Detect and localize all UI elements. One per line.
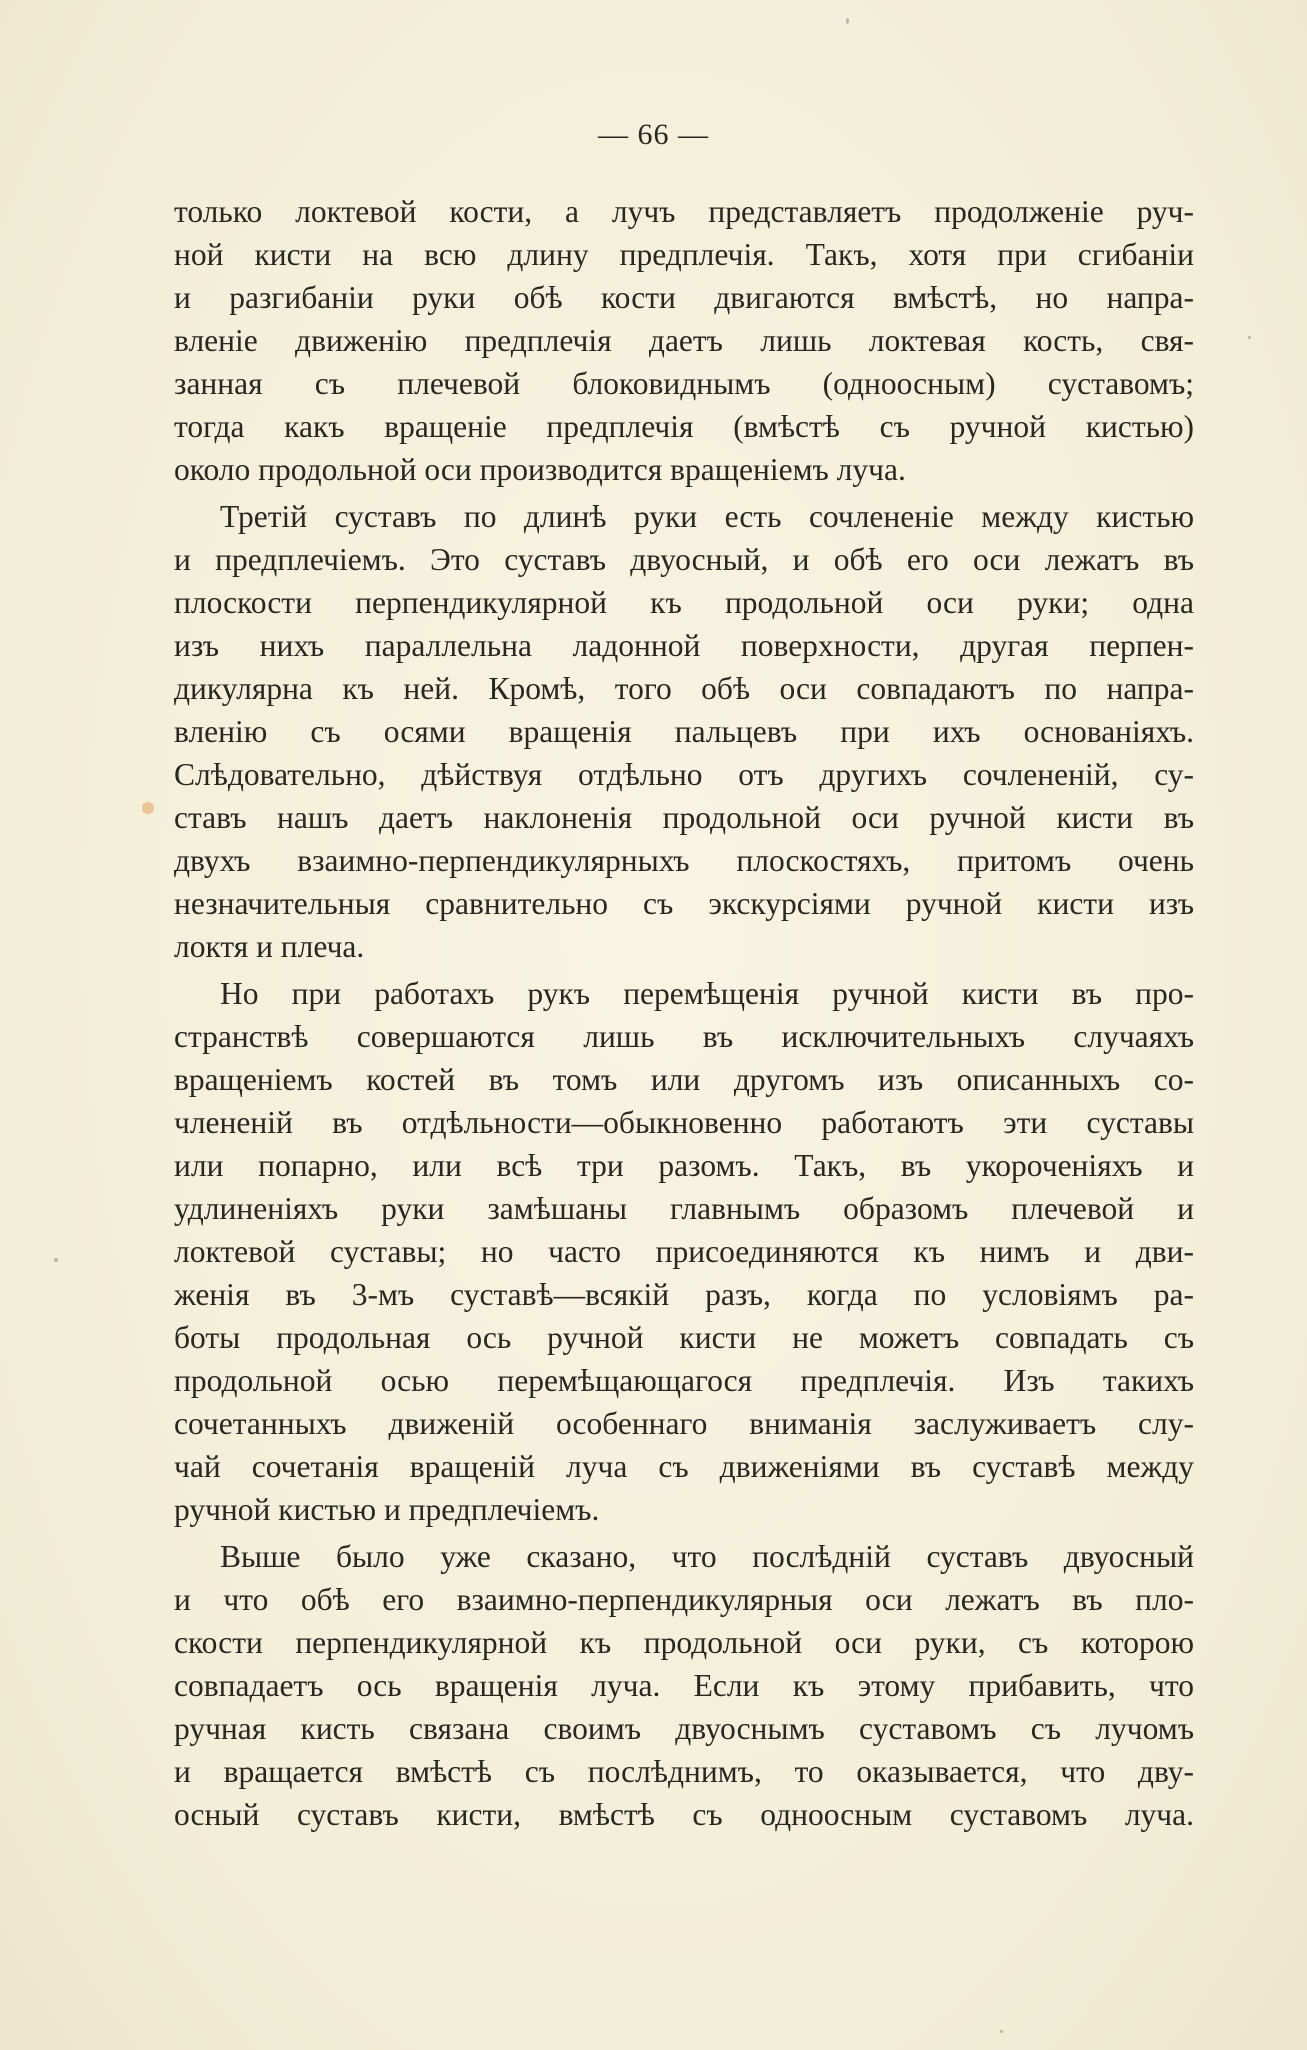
text-line: Третій суставъ по длинѣ руки есть сочлененіе между кистью — [220, 499, 1194, 534]
text-line: двухъ взаимно-перпендикулярныхъ плоскостяхъ, притомъ очень — [174, 843, 1194, 878]
paper-speck — [1248, 336, 1251, 339]
text-line: совпадаетъ ось вращенія луча. Если къ этому прибавить, что — [174, 1668, 1194, 1703]
text-line: ручная кисть связана своимъ двуоснымъ суставомъ съ лучомъ — [174, 1711, 1194, 1746]
text-line: боты продольная ось ручной кисти не можетъ совпадать съ — [174, 1320, 1194, 1355]
text-line: и что обѣ его взаимно-перпендикулярныя оси лежатъ въ пло- — [174, 1582, 1194, 1617]
text-line: сочетанныхъ движеній особеннаго вниманія заслуживаетъ слу- — [174, 1406, 1194, 1441]
text-line: около продольной оси производится вращеніемъ луча. — [174, 452, 906, 487]
text-line: вращеніемъ костей въ томъ или другомъ изъ описанныхъ со- — [174, 1062, 1194, 1097]
text-line: скости перпендикулярной къ продольной оси руки, съ которою — [174, 1625, 1194, 1660]
text-line: ной кисти на всю длину предплечія. Такъ, хотя при сгибаніи — [174, 237, 1194, 272]
paper-speck — [1000, 2030, 1003, 2033]
text-line: чай сочетанія вращеній луча съ движеніями въ суставѣ между — [174, 1449, 1194, 1484]
text-line: Но при работахъ рукъ перемѣщенія ручной кисти въ про- — [220, 976, 1194, 1011]
text-line: продольной осью перемѣщающагося предплечія. Изъ такихъ — [174, 1363, 1194, 1398]
text-line: осный суставъ кисти, вмѣстѣ съ одноосным суставомъ луча. — [174, 1797, 1194, 1832]
text-line: локтя и плеча. — [174, 929, 365, 964]
text-line: плоскости перпендикулярной къ продольной оси руки; одна — [174, 585, 1194, 620]
text-line: удлиненіяхъ руки замѣшаны главнымъ образомъ плечевой и — [174, 1191, 1194, 1226]
text-line: дикулярна къ ней. Кромѣ, того обѣ оси совпадаютъ по напра- — [174, 671, 1194, 706]
paper-speck — [846, 18, 849, 24]
paper-speck — [54, 1258, 58, 1262]
text-line: вленію съ осями вращенія пальцевъ при ихъ основаніяхъ. — [174, 714, 1194, 749]
text-line: Выше было уже сказано, что послѣдній суставъ двуосный — [220, 1539, 1194, 1574]
text-line: только локтевой кости, а лучъ представляетъ продолженіе руч- — [174, 194, 1194, 229]
text-line: вленіе движенію предплечія даетъ лишь локтевая кость, свя- — [174, 323, 1194, 358]
text-line: члененій въ отдѣльности—обыкновенно работаютъ эти суставы — [174, 1105, 1194, 1140]
text-line: или попарно, или всѣ три разомъ. Такъ, въ укороченіяхъ и — [174, 1148, 1194, 1183]
text-line: локтевой суставы; но часто присоединяются къ нимъ и дви- — [174, 1234, 1194, 1269]
text-line: занная съ плечевой блоковиднымъ (одноосным) суставомъ; — [174, 366, 1194, 401]
text-line: женія въ 3-мъ суставѣ—всякій разъ, когда по условіямъ ра- — [174, 1277, 1194, 1312]
text-line: тогда какъ вращеніе предплечія (вмѣстѣ съ ручной кистью) — [174, 409, 1194, 444]
text-line: странствѣ совершаются лишь въ исключительныхъ случаяхъ — [174, 1019, 1194, 1054]
text-line: Слѣдовательно, дѣйствуя отдѣльно отъ другихъ сочлененій, су- — [174, 757, 1194, 792]
text-line: и вращается вмѣстѣ съ послѣднимъ, то оказывается, что дву- — [174, 1754, 1194, 1789]
text-line: изъ нихъ параллельна ладонной поверхности, другая перпен- — [174, 628, 1194, 663]
text-line: и предплечіемъ. Это суставъ двуосный, и обѣ его оси лежатъ въ — [174, 542, 1194, 577]
body-text — [174, 190, 1194, 1836]
text-line: ставъ нашъ даетъ наклоненія продольной оси ручной кисти въ — [174, 800, 1194, 835]
text-line: незначительныя сравнительно съ экскурсіями ручной кисти изъ — [174, 886, 1194, 921]
page-number: — 66 — — [598, 118, 709, 151]
paper-stain — [142, 802, 154, 814]
text-line: и разгибаніи руки обѣ кости двигаются вмѣстѣ, но напра- — [174, 280, 1194, 315]
text-line: ручной кистью и предплечіемъ. — [174, 1492, 600, 1527]
